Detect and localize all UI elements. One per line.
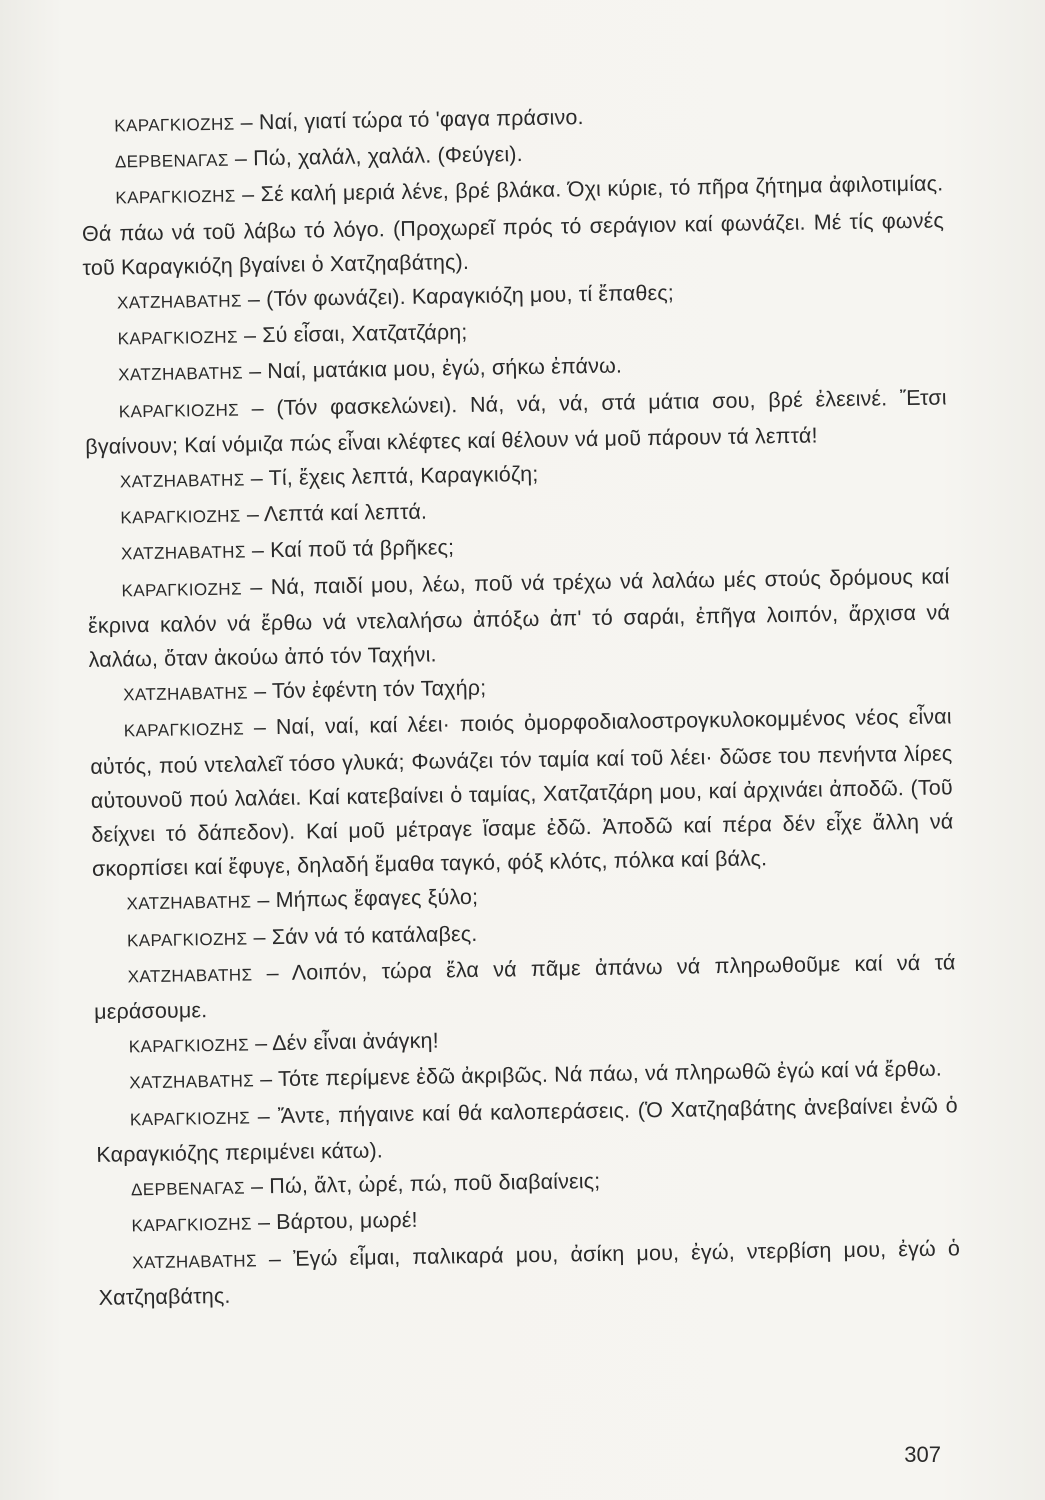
line-text: – Νά, παιδί μου, λέω, ποῦ νά τρέχω νά λαλάω μές στούς δρόμους καί ἔκρινα καλόν νά ἔρθω νά ντελαλήσω ἀπόξω ἀπ' τό σαράι, ἐπῆγα λοιπόν, ἄρχισα νά λαλάω, ὅταν ἀκούω ἀπό τόν Ταχήνι. <box>87 564 951 672</box>
speaker-name: ΧΑΤΖΗΑΒΑΤΗΣ <box>126 892 252 914</box>
speaker-name: ΧΑΤΖΗΑΒΑΤΗΣ <box>127 965 253 987</box>
speaker-name: ΚΑΡΑΓΚΙΟΖΗΣ <box>129 1108 251 1130</box>
line-text: – Πώ, ἄλτ, ὠρέ, πώ, ποῦ διαβαίνεις; <box>244 1169 601 1199</box>
line-text: – Τί, ἔχεις λεπτά, Καραγκιόζη; <box>244 461 539 491</box>
speaker-name: ΧΑΤΖΗΑΒΑΤΗΣ <box>118 363 244 385</box>
line-text: – Σέ καλή μεριά λένε, βρέ βλάκα. Όχι κύριε, τό πῆρα ζήτημα ἀφιλοτιμίας. Θά πάω νά τοῦ λάβω τό λόγο. (Προχωρεῖ πρός τό σεράγιον καί φωνάζει. Μέ τίς φωνές τοῦ Καραγκιόζη βγαίνει ὁ Χατζηαβάτης). <box>81 171 945 280</box>
speaker-name: ΚΑΡΑΓΚΙΟΖΗΣ <box>115 186 236 208</box>
line-text: – Λοιπόν, τώρα ἔλα νά πᾶμε ἀπάνω νά πληρωθοῦμε καί νά τά μεράσουμε. <box>94 950 956 1024</box>
speaker-name: ΧΑΤΖΗΑΒΑΤΗΣ <box>123 683 249 705</box>
speaker-name: ΧΑΤΖΗΑΒΑΤΗΣ <box>119 470 245 492</box>
dialogue-line <box>81 167 945 285</box>
dialogue-line <box>98 1231 961 1315</box>
speaker-name: ΧΑΤΖΗΑΒΑΤΗΣ <box>131 1250 258 1272</box>
line-text: – Πώ, χαλάλ, χαλάλ. (Φεύγει). <box>228 142 523 171</box>
line-text: – Ναί, ναί, καί λέει· ποιός ὀμορφοδιαλοστρογκυλοκομμένος νέος εἶναι αὐτός, πού ντελαλεῖ τόσο γλυκά; Φωνάζει τόν ταμία καί τοῦ λέει· δῶσε του πενήντα λίρες αὐτουνοῦ πού λαλάει. Καί κατεβαίνει ὁ ταμίας, Χατζατζάρη μου, καί ἀρχινάει ἀποδῶ. (Τοῦ δείχνει τό δάπεδον). Καί μοῦ μέτραγε ἴσαμε ἐδῶ. Ἀποδῶ καί πέρα δέν εἶχε ἄλλη νά σκορπίσει καί ἔφυγε, δηλαδή ἔμαθα ταγκό, φόξ κλότς, πόλκα καί βάλς. <box>90 704 954 882</box>
speaker-name: ΚΑΡΑΓΚΙΟΖΗΣ <box>121 579 243 601</box>
line-text: – Τότε περίμενε ἐδῶ ἀκριβῶς. Νά πάω, νά πληρωθῶ ἐγώ καί νά ἔρθω. <box>253 1057 943 1092</box>
speaker-name: ΧΑΤΖΗΑΒΑΤΗΣ <box>120 542 246 564</box>
line-text: – Σύ εἶσαι, Χατζατζάρη; <box>237 320 468 348</box>
speaker-name: ΔΕΡΒΕΝΑΓΑΣ <box>130 1178 246 1200</box>
speaker-name: ΧΑΤΖΗΑΒΑΤΗΣ <box>129 1071 255 1093</box>
speaker-name: ΚΑΡΑΓΚΙΟΖΗΣ <box>131 1214 253 1236</box>
line-text: – Ναί, ματάκια μου, ἐγώ, σήκω ἐπάνω. <box>242 353 623 384</box>
dialogue-line <box>96 1088 959 1172</box>
speaker-name: ΚΑΡΑΓΚΙΟΖΗΣ <box>114 114 235 136</box>
speaker-name: ΚΑΡΑΓΚΙΟΖΗΣ <box>126 929 248 951</box>
line-text: – Καί ποῦ τά βρῆκες; <box>245 535 455 563</box>
speaker-name: ΚΑΡΑΓΚΙΟΖΗΣ <box>118 400 240 422</box>
dialogue-line <box>84 380 947 464</box>
line-text: – (Τόν φασκελώνει). Νά, νά, νά, στά μάτια σου, βρέ ἐλεεινέ. Ἔτσι βγαίνουν; Καί νόμιζα πώς εἶναι κλέφτες καί θέλουν νά μοῦ πάρουν τά λεπτά! <box>85 385 947 459</box>
speaker-name: ΚΑΡΑΓΚΙΟΖΗΣ <box>128 1035 250 1057</box>
page-number: 307 <box>904 1442 941 1467</box>
dialogue-line <box>87 559 951 677</box>
line-text: – Δέν εἶναι ἀνάγκη! <box>248 1028 439 1056</box>
speaker-name: ΚΑΡΑΓΚΙΟΖΗΣ <box>117 327 239 349</box>
line-text: – Ἄντε, πήγαινε καί θά καλοπεράσεις. (Ὁ Χατζηαβάτης ἀνεβαίνει ἐνῶ ὁ Καραγκιόζης περιμένει κάτω). <box>96 1093 958 1167</box>
dialogue-text <box>80 94 961 1314</box>
line-text: – Ναί, γιατί τώρα τό 'φαγα πράσινο. <box>234 105 584 135</box>
speaker-name: ΔΕΡΒΕΝΑΓΑΣ <box>114 150 229 172</box>
speaker-name: ΚΑΡΑΓΚΙΟΖΗΣ <box>120 506 241 528</box>
line-text: – Βάρτου, μωρέ! <box>251 1208 418 1235</box>
speaker-name: ΚΑΡΑΓΚΙΟΖΗΣ <box>123 719 245 741</box>
dialogue-line <box>93 945 956 1029</box>
line-text: – Ἐγώ εἶμαι, παλικαρά μου, ἀσίκη μου, ἐγώ, ντερβίση μου, ἐγώ ὁ Χατζηαβάτης. <box>98 1235 961 1310</box>
dialogue-line <box>90 700 955 887</box>
line-text: – Λεπτά καί λεπτά. <box>240 499 428 527</box>
speaker-name: ΧΑΤΖΗΑΒΑΤΗΣ <box>116 291 242 313</box>
line-text: – (Τόν φωνάζει). Καραγκιόζη μου, τί ἔπαθες; <box>241 280 675 312</box>
line-text: – Σάν νά τό κατάλαβες. <box>247 921 478 950</box>
line-text: – Τόν ἐφέντη τόν Ταχήρ; <box>247 675 487 704</box>
line-text: – Μήπως ἔφαγες ξύλο; <box>251 885 479 913</box>
